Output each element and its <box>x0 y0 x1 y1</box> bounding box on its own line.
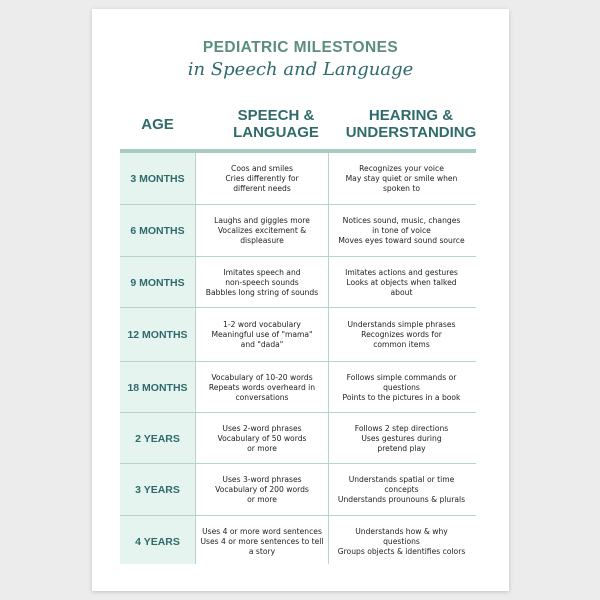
table-row <box>120 361 476 413</box>
table-row <box>120 463 476 516</box>
hearing-cell-line: Uses gestures during <box>361 433 442 443</box>
hearing-cell-line: spoken to <box>382 183 421 193</box>
hearing-cell-line: Follows 2 step directions <box>354 423 449 433</box>
hearing-cell <box>331 205 472 257</box>
speech-cell-line: Vocalizes excitement & <box>217 226 307 235</box>
speech-cell <box>199 516 325 567</box>
header-speech-line-1: SPEECH & <box>237 107 315 124</box>
hearing-cell-line: in tone of voice <box>372 226 431 235</box>
speech-cell-line: or more <box>247 443 277 453</box>
hearing-cell <box>331 362 472 413</box>
age-cell: 2 YEARS <box>135 432 180 445</box>
hearing-cell-line: May stay quiet or smile when <box>345 173 458 183</box>
hearing-cell-line: Understands prounouns & plurals <box>337 495 466 504</box>
hearing-cell-line: Understands how & why <box>355 526 448 536</box>
hearing-cell <box>331 516 472 567</box>
speech-cell-line: Babbles long string of sounds <box>205 287 319 297</box>
speech-cell-line: Vocabulary of 200 words <box>215 485 309 494</box>
title-line-1: PEDIATRIC MILESTONES <box>202 39 399 56</box>
speech-cell-line: or more <box>247 495 277 504</box>
hearing-cell-line: common items <box>373 340 430 349</box>
age-cell: 12 MONTHS <box>127 329 188 341</box>
hearing-cell-line: Groups objects & identifies colors <box>337 546 466 556</box>
hearing-cell-line: concepts <box>384 485 419 494</box>
speech-cell-line: Vocabulary of 10-20 words <box>211 372 313 382</box>
table-row <box>120 515 476 567</box>
hearing-cell <box>331 308 472 362</box>
header-speech <box>214 107 338 141</box>
speech-cell-line: conversations <box>235 392 289 402</box>
age-cell: 3 YEARS <box>135 484 180 496</box>
speech-cell-line: a story <box>248 546 276 556</box>
hearing-cell-line: Recognizes your voice <box>359 163 444 173</box>
speech-cell-line: non-speech sounds <box>225 277 299 287</box>
age-cell: 3 MONTHS <box>130 172 185 185</box>
speech-cell <box>199 257 325 308</box>
speech-cell <box>199 205 325 257</box>
speech-cell-line: Coos and smiles <box>231 163 293 173</box>
table-row <box>120 153 476 204</box>
speech-cell <box>199 308 325 362</box>
speech-cell-line: Imitates speech and <box>223 267 301 277</box>
speech-cell-line: Meaningful use of "mama" <box>211 330 313 339</box>
speech-cell-line: displeasure <box>240 236 284 245</box>
speech-cell-line: Vocabulary of 50 words <box>217 433 307 443</box>
hearing-cell <box>331 257 472 308</box>
hearing-cell-line: Notices sound, music, changes <box>342 216 461 225</box>
hearing-cell-line: questions <box>383 536 420 546</box>
speech-cell <box>199 464 325 516</box>
age-cell: 6 MONTHS <box>130 225 185 237</box>
hearing-cell <box>331 413 472 464</box>
header-speech-line-2: LANGUAGE <box>233 124 319 141</box>
speech-cell <box>199 362 325 413</box>
hearing-cell-line: Understands simple phrases <box>347 320 456 329</box>
speech-cell <box>199 153 325 204</box>
header-hearing-line-1: HEARING & <box>368 107 454 124</box>
table-row <box>120 256 476 308</box>
age-cell: 9 MONTHS <box>130 276 185 289</box>
hearing-cell-line: about <box>390 287 413 297</box>
poster <box>92 9 509 591</box>
header-age <box>120 116 195 133</box>
hearing-cell-line: Follows simple commands or <box>346 372 457 382</box>
hearing-cell-line: Points to the pictures in a book <box>342 392 461 402</box>
hearing-cell-line: questions <box>383 382 420 392</box>
speech-cell-line: Cries differently for <box>225 173 299 183</box>
speech-cell-line: Uses 2-word phrases <box>222 423 302 433</box>
speech-cell-line: 1-2 word vocabulary <box>223 320 301 329</box>
header-hearing <box>336 107 486 141</box>
hearing-cell-line: Moves eyes toward sound source <box>338 236 465 245</box>
table-row <box>120 412 476 464</box>
age-cell: 4 YEARS <box>135 535 180 548</box>
header-hearing-line-2: UNDERSTANDING <box>345 124 477 141</box>
table-row <box>120 307 476 362</box>
speech-cell-line: and "dada" <box>240 340 284 349</box>
speech-cell-line: Laughs and giggles more <box>214 216 310 225</box>
speech-cell-line: Uses 4 or more word sentences <box>202 526 322 536</box>
hearing-cell-line: Understands spatial or time <box>348 475 455 484</box>
hearing-cell-line: Imitates actions and gestures <box>345 267 458 277</box>
hearing-cell <box>331 153 472 204</box>
header-age-label: AGE <box>141 116 174 133</box>
speech-cell <box>199 413 325 464</box>
hearing-cell-line: Looks at objects when talked <box>346 277 457 287</box>
speech-cell-line: Uses 4 or more sentences to tell <box>200 536 324 546</box>
title-line-2: in Speech and Language <box>187 59 414 80</box>
speech-cell-line: different needs <box>233 183 291 193</box>
table-row <box>120 204 476 257</box>
hearing-cell <box>331 464 472 516</box>
age-cell: 18 MONTHS <box>127 381 188 394</box>
hearing-cell-line: Recognizes words for <box>361 330 442 339</box>
speech-cell-line: Repeats words overheard in <box>208 382 316 392</box>
hearing-cell-line: pretend play <box>377 443 426 453</box>
speech-cell-line: Uses 3-word phrases <box>222 475 302 484</box>
milestones-table <box>120 149 476 564</box>
